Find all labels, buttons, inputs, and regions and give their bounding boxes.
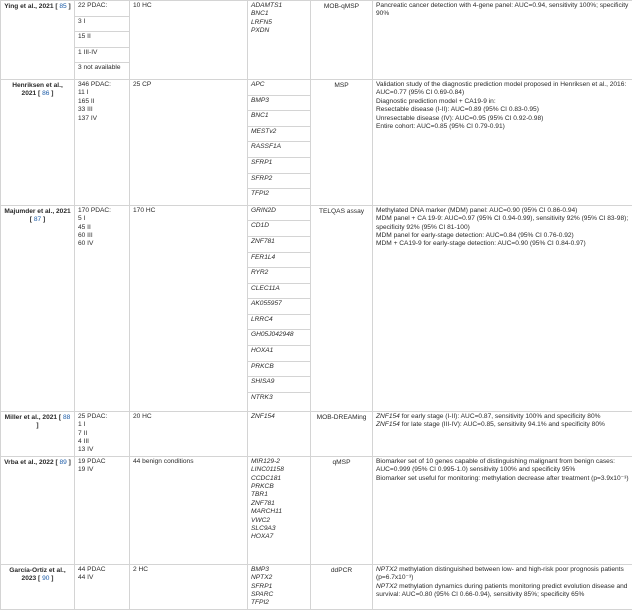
gene-name: CD1D: [248, 220, 310, 236]
genes-cell: [248, 564, 311, 609]
study-cell: Henriksen et al., 2021 [ 86 ]: [1, 79, 75, 205]
case-count: 165 II: [78, 98, 126, 106]
gene-name: MARCH11: [251, 508, 307, 516]
table-row: [1, 456, 632, 564]
case-count: 5 I: [78, 215, 126, 223]
table-row: [1, 205, 632, 411]
study-cell: Majumder et al., 2021 [ 87 ]: [1, 205, 75, 411]
finding-text: Validation study of the diagnostic prediction model proposed in Henriksen et al., 2016: AUC=0.77 (95% CI 0.69-0.84): [376, 81, 629, 98]
study-cell: Vrba et al., 2022 [ 89 ]: [1, 456, 75, 564]
genes-cell: [248, 456, 311, 564]
finding-text: MDM + CA19-9 for early-stage detection: AUC=0.90 (95% CI 0.84-0.97): [376, 240, 629, 248]
gene-name: CLEC11A: [248, 283, 310, 299]
case-count: 22 PDAC:: [75, 1, 129, 16]
controls-value: 170 HC: [133, 207, 155, 214]
findings-cell: [373, 456, 632, 564]
case-count: 19 IV: [78, 466, 126, 474]
cases-cell: [75, 205, 130, 411]
study-cell: García-Ortiz et al., 2023 [ 90 ]: [1, 564, 75, 609]
gene-name: CCDC181: [251, 475, 307, 483]
study-name: Miller et al., 2021: [5, 414, 57, 421]
controls-value: 2 HC: [133, 566, 148, 573]
reference-link[interactable]: 85: [59, 3, 66, 10]
finding-text: NPTX2 methylation distinguished between low- and high-risk poor prognosis patients (p=6.7x10⁻³): [376, 566, 629, 583]
genes-cell: [248, 1, 311, 80]
gene-name: ZNF781: [248, 236, 310, 252]
assay-cell: [311, 564, 373, 609]
gene-name: SPARC: [251, 591, 307, 599]
gene-name: AK055957: [248, 298, 310, 314]
assay-cell: [311, 79, 373, 205]
study-cell: Miller et al., 2021 [ 88 ]: [1, 411, 75, 456]
assay-method: qMSP: [333, 459, 351, 466]
cases-cell: [75, 1, 130, 80]
findings-cell: [373, 564, 632, 609]
controls-cell: [130, 1, 248, 80]
case-count: 15 II: [75, 31, 129, 47]
finding-text: Entire cohort: AUC=0.85 (95% CI 0.79-0.91): [376, 123, 629, 131]
gene-name: PXDN: [251, 27, 307, 35]
gene-name: LRRC4: [248, 314, 310, 330]
gene-name: LRFN5: [251, 19, 307, 27]
finding-text: Biomarker set useful for monitoring: methylation decrease after treatment (p=3.9x10⁻³): [376, 475, 629, 483]
cases-cell: [75, 564, 130, 609]
gene-name: SFRP1: [248, 157, 310, 173]
reference-link[interactable]: 86: [42, 90, 49, 97]
reference-link[interactable]: 89: [60, 459, 67, 466]
controls-cell: [130, 205, 248, 411]
study-name: García-Ortiz et al., 2023: [9, 567, 65, 582]
gene-name: VWC2: [251, 517, 307, 525]
gene-name: RYR2: [248, 267, 310, 283]
genes-cell: [248, 205, 311, 411]
gene-name: ZNF154: [251, 413, 307, 421]
case-count: 13 IV: [78, 446, 126, 454]
gene-name: SHISA9: [248, 376, 310, 392]
case-count: 45 II: [78, 224, 126, 232]
controls-value: 10 HC: [133, 2, 152, 9]
assay-cell: [311, 411, 373, 456]
table-row: [1, 411, 632, 456]
case-count: 137 IV: [78, 115, 126, 123]
table-row: [1, 79, 632, 205]
gene-name: NTRK3: [248, 392, 310, 408]
gene-name: BMP3: [248, 95, 310, 111]
table-body: [1, 1, 632, 610]
study-name: Henriksen et al., 2021: [12, 82, 63, 97]
case-count: 1 I: [78, 421, 126, 429]
finding-text: ZNF154 for late stage (III-IV): AUC=0.85, sensitivity 94.1% and specificity 80%: [376, 421, 629, 429]
gene-name: TBR1: [251, 491, 307, 499]
cases-cell: [75, 79, 130, 205]
case-count: 44 PDAC: [78, 566, 126, 574]
cases-cell: [75, 456, 130, 564]
controls-cell: [130, 564, 248, 609]
case-count: 60 III: [78, 232, 126, 240]
gene-name: TFPI2: [248, 188, 310, 204]
gene-name: SFRP2: [248, 173, 310, 189]
controls-cell: [130, 456, 248, 564]
case-count: 170 PDAC:: [78, 207, 126, 215]
finding-text: Methylated DNA marker (MDM) panel: AUC=0.90 (95% CI 0.86-0.94): [376, 207, 629, 215]
gene-name: GH05J042948: [248, 329, 310, 345]
finding-text: NPTX2 methylation dynamics during patients monitoring predict evolution disease and survival: AUC=0.80 (95% CI 0.66-0.94), sensitivity 85%; specificity 65%: [376, 583, 629, 600]
gene-name: NPTX2: [251, 574, 307, 582]
gene-name: RASSF1A: [248, 141, 310, 157]
gene-name: MESTv2: [248, 126, 310, 142]
assay-method: MSP: [334, 82, 348, 89]
findings-cell: [373, 411, 632, 456]
case-count: 7 II: [78, 430, 126, 438]
case-count: 19 PDAC: [78, 458, 126, 466]
gene-name: ADAMTS1: [251, 2, 307, 10]
finding-text: Pancreatic cancer detection with 4-gene panel: AUC=0.94, sensitivity 100%; specificity 90%: [376, 2, 629, 19]
gene-name: APC: [248, 80, 310, 95]
finding-text: Biomarker set of 10 genes capable of distinguishing malignant from benign cases: AUC=0.999 (95% CI 0.995-1.0) sensitivity 100% and specificity 95%: [376, 458, 629, 475]
gene-name: PRKCB: [248, 361, 310, 377]
assay-method: ddPCR: [331, 567, 352, 574]
finding-text: ZNF154 for early stage (I-II): AUC=0.87, sensitivity 100% and specificity 80%: [376, 413, 629, 421]
study-name: Majumder et al., 2021: [4, 208, 70, 215]
case-count: 3 I: [75, 16, 129, 32]
study-name: Ying et al., 2021: [4, 3, 53, 10]
case-count: 1 III-IV: [75, 47, 129, 63]
reference-link[interactable]: 88: [63, 414, 70, 421]
gene-name: TFPI2: [251, 599, 307, 607]
case-count: 25 PDAC:: [78, 413, 126, 421]
gene-name: HOXA1: [248, 345, 310, 361]
gene-name: SLC9A3: [251, 525, 307, 533]
gene-name: PRKCB: [251, 483, 307, 491]
case-count: 60 IV: [78, 240, 126, 248]
table-row: [1, 1, 632, 80]
gene-name: LINC01158: [251, 466, 307, 474]
case-count: 346 PDAC:: [78, 81, 126, 89]
gene-name: FER1L4: [248, 252, 310, 268]
case-count: 3 not available: [75, 62, 129, 78]
finding-text: Diagnostic prediction model + CA19-9 in:: [376, 98, 629, 106]
gene-name: MIR129-2: [251, 458, 307, 466]
genes-cell: [248, 411, 311, 456]
controls-value: 20 HC: [133, 413, 152, 420]
gene-name: HOXA7: [251, 533, 307, 541]
findings-cell: [373, 205, 632, 411]
finding-text: MDM panel + CA 19-9: AUC=0.97 (95% CI 0.94-0.99), sensitivity 92% (95% CI 83-98); specificity 92% (95% CI 81-100): [376, 215, 629, 232]
assay-method: MOB-qMSP: [324, 3, 359, 10]
gene-name: ZNF781: [251, 500, 307, 508]
finding-text: Resectable disease (I-II): AUC=0.89 (95% CI 0.83-0.95): [376, 106, 629, 114]
case-count: 4 III: [78, 438, 126, 446]
study-cell: Ying et al., 2021 [ 85 ]: [1, 1, 75, 80]
controls-cell: [130, 411, 248, 456]
assay-method: MOB-DREAMing: [317, 414, 367, 421]
controls-cell: [130, 79, 248, 205]
reference-link[interactable]: 90: [42, 575, 49, 582]
controls-value: 44 benign conditions: [133, 458, 194, 465]
gene-name: BNC1: [251, 10, 307, 18]
findings-cell: [373, 1, 632, 80]
genes-cell: [248, 79, 311, 205]
finding-text: Unresectable disease (IV): AUC=0.95 (95% CI 0.92-0.98): [376, 115, 629, 123]
assay-cell: [311, 456, 373, 564]
assay-cell: [311, 205, 373, 411]
gene-name: SFRP1: [251, 583, 307, 591]
findings-cell: [373, 79, 632, 205]
assay-cell: [311, 1, 373, 80]
gene-name: BMP3: [251, 566, 307, 574]
case-count: 44 IV: [78, 574, 126, 582]
case-count: 11 I: [78, 89, 126, 97]
gene-name: BNC1: [248, 110, 310, 126]
controls-value: 25 CP: [133, 81, 151, 88]
case-count: 33 III: [78, 106, 126, 114]
assay-method: TELQAS assay: [319, 208, 364, 215]
reference-link[interactable]: 87: [34, 216, 41, 223]
study-name: Vrba et al., 2022: [4, 459, 54, 466]
finding-text: MDM panel for early-stage detection: AUC=0.84 (95% CI 0.76-0.92): [376, 232, 629, 240]
cases-cell: [75, 411, 130, 456]
gene-name: GRIN2D: [248, 206, 310, 221]
table-row: [1, 564, 632, 609]
